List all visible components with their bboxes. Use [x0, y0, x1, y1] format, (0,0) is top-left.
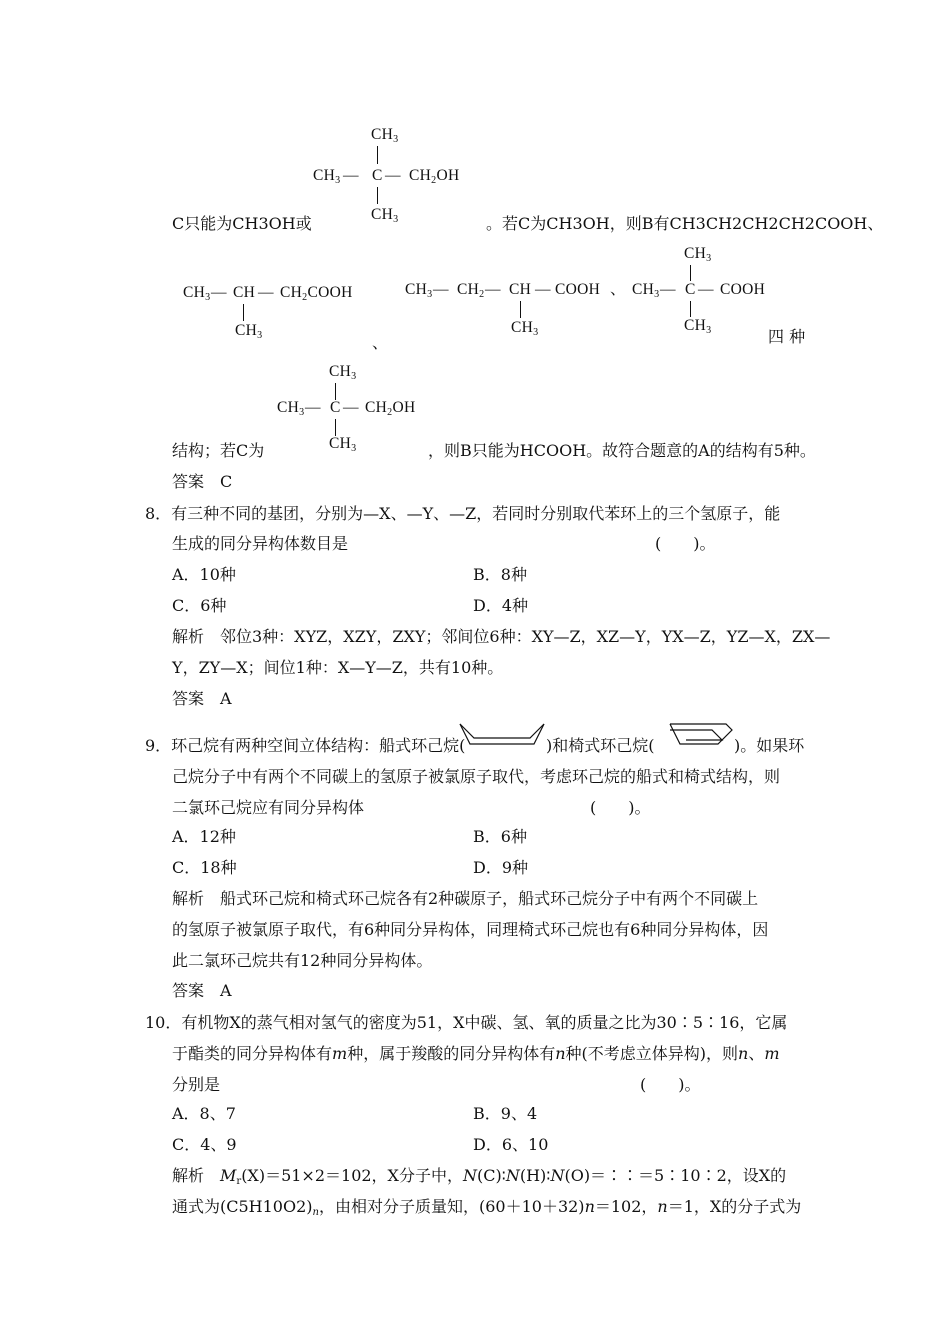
q8-paren: ( )。 — [655, 534, 716, 553]
q9-answer: 答案 A — [172, 981, 232, 1000]
line1-b: 。若C为CH3OH，则B有CH3CH2CH2CH2COOH、 — [486, 214, 884, 233]
chair-cyclohexane-icon — [666, 720, 734, 748]
q10-stem-3: 分别是 — [172, 1075, 221, 1094]
q8-answer: 答案 A — [172, 689, 232, 708]
q8-stem-1: 8．有三种不同的基团，分别为—X、—Y、—Z，若同时分别取代苯环上的三个氢原子，能 — [145, 504, 781, 523]
q10-paren: ( )。 — [640, 1075, 701, 1094]
ch3-up: $CH_3$ — [371, 126, 399, 145]
line3-a: 结构；若C为 — [172, 441, 265, 460]
q9-option-c[interactable]: C．18种 — [172, 858, 237, 877]
q9-stem-2: 己烷分子中有两个不同碳上的氢原子被氯原子取代，考虑环己烷的船式和椅式结构，则 — [172, 767, 781, 786]
q10-explain-1: 解析 $M_r(X)=51\times 2=102$，X分子中，N(C)∶N(H)∶N(O)＝∶∶＝5∶10∶2，设X的 — [172, 1166, 787, 1187]
ch2oh: $CH_2OH$ — [409, 167, 460, 186]
q10-option-c[interactable]: C．4、9 — [172, 1135, 237, 1154]
q10-explain-2: 通式为$(C5H10O2)_n$，由相对分子质量知，(60＋10＋32)n＝102，n＝1，X的分子式为 — [172, 1197, 802, 1218]
q9-paren: ( )。 — [590, 798, 651, 817]
q8-option-a[interactable]: A．10种 — [172, 565, 236, 584]
boat-cyclohexane-icon — [458, 720, 546, 750]
ch3-down: $CH_3$ — [371, 206, 399, 225]
q9-explain-3: 此二氯环己烷共有12种同分异构体。 — [172, 951, 433, 970]
q10-stem-1: 10．有机物X的蒸气相对氢气的密度为51，X中碳、氢、氧的质量之比为30∶5∶16，它属 — [145, 1013, 788, 1032]
q10-option-a[interactable]: A．8、7 — [172, 1104, 236, 1123]
q10-option-b[interactable]: B．9、4 — [473, 1104, 538, 1123]
q8-explain-1: 解析 邻位3种：XYZ，XZY，ZXY；邻间位6种：XY—Z，XZ—Y，YX—Z，YZ—X，ZX— — [172, 627, 831, 646]
line2-end: 四 种 — [768, 327, 806, 346]
q8-option-d[interactable]: D．4种 — [473, 596, 529, 615]
line1-a: C只能为CH3OH或 — [172, 214, 312, 233]
q9-option-b[interactable]: B．6种 — [473, 827, 527, 846]
q9-option-d[interactable]: D．9种 — [473, 858, 529, 877]
q8-option-c[interactable]: C．6种 — [172, 596, 227, 615]
q9-explain-2: 的氢原子被氯原子取代，有6种同分异构体，同理椅式环己烷也有6种同分异构体，因 — [172, 920, 769, 939]
q9-explain-1: 解析 船式环己烷和椅式环己烷各有2种碳原子，船式环己烷分子中有两个不同碳上 — [172, 889, 759, 908]
q8-stem-2: 生成的同分异构体数目是 — [172, 534, 349, 553]
q8-explain-2: Y，ZY—X；间位1种：X—Y—Z，共有10种。 — [172, 658, 504, 677]
q10-option-d[interactable]: D．6、10 — [473, 1135, 549, 1154]
q9-stem-1c: )。如果环 — [734, 736, 805, 755]
q9-stem-1a: 9．环己烷有两种空间立体结构：船式环己烷( — [145, 736, 466, 755]
q9-option-a[interactable]: A．12种 — [172, 827, 236, 846]
q8-option-b[interactable]: B．8种 — [473, 565, 527, 584]
ch3-left: $CH_3$ — [313, 167, 341, 186]
answer-7: 答案 C — [172, 472, 233, 491]
line2-sep: 、 — [372, 333, 389, 352]
q10-stem-2: 于酯类的同分异构体有m种，属于羧酸的同分异构体有n种(不考虑立体异构)，则n、m — [172, 1044, 780, 1063]
q9-stem-1b: )和椅式环己烷( — [546, 736, 655, 755]
line3-b: ，则B只能为HCOOH。故符合题意的A的结构有5种。 — [428, 441, 816, 460]
q9-stem-3: 二氯环己烷应有同分异构体 — [172, 798, 365, 817]
